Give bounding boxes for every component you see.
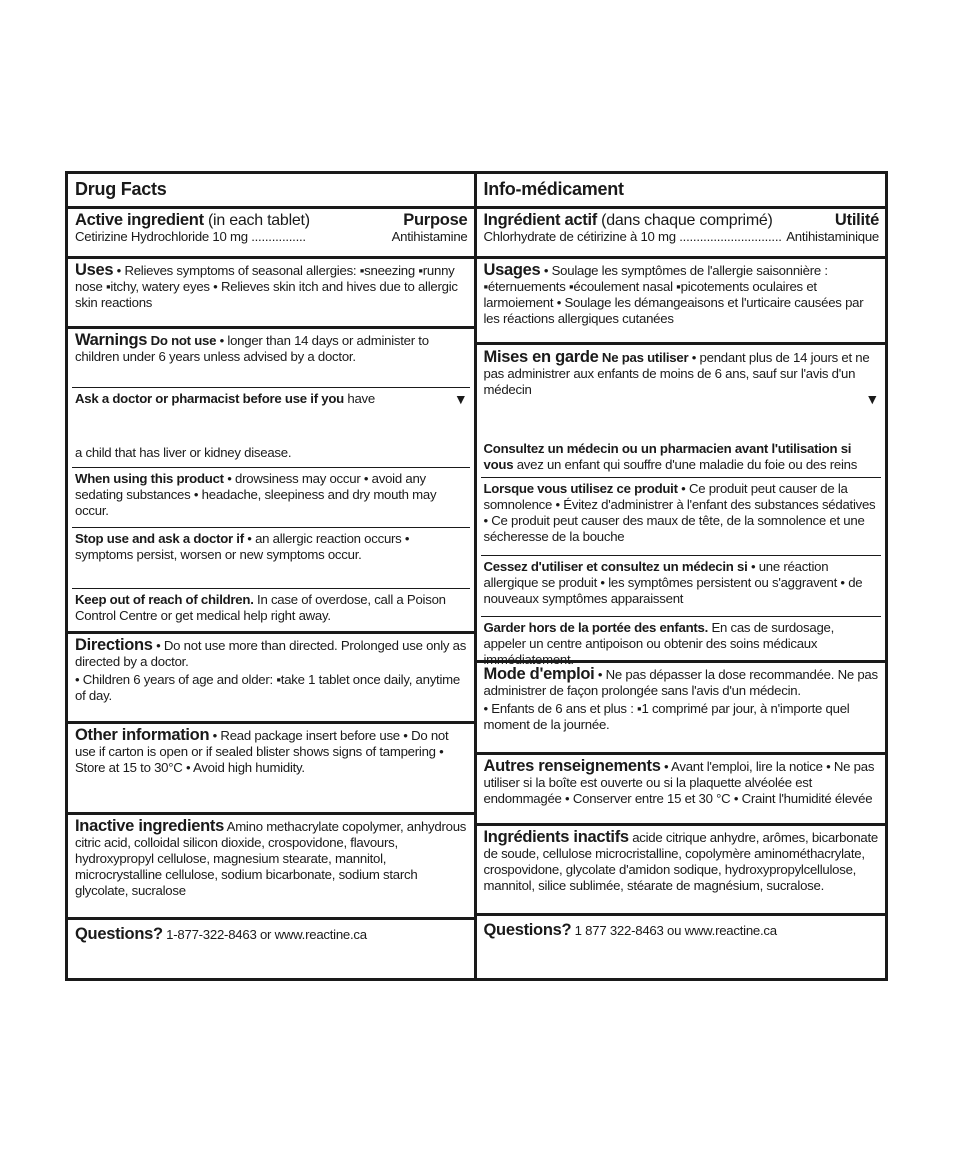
questions-fr-heading: Questions? — [483, 921, 572, 939]
stop-use-heading: Stop use and ask a doctor if — [75, 531, 244, 546]
lorsque-heading: Lorsque vous utilisez ce produit — [483, 481, 678, 496]
active-ingredient-heading: Active ingredient — [75, 211, 204, 229]
questions-fr-text: 1 877 322-8463 ou www.reactine.ca — [571, 923, 777, 938]
questions-heading: Questions? — [75, 925, 163, 943]
stop-use-text: • an allergic reaction occurs • symptoms persist, worsen or new symptoms occur. — [75, 531, 410, 562]
active-ingredient-purpose: Antihistamine — [391, 229, 468, 244]
garder-section — [477, 617, 886, 667]
mode-emploi-text-b: • Enfants de 6 ans et plus : ▪1 comprimé par jour, à n'importe quel moment de la journée. — [483, 701, 850, 732]
ingredient-actif-heading: Ingrédient actif — [483, 211, 597, 229]
cessez-text: • une réaction allergique se produit • les symptômes persistent ou s'aggravent • de nouveaux symptômes apparaissent — [483, 559, 863, 606]
ingredients-inactifs-text: acide citrique anhydre, arômes, bicarbonate de soude, cellulose microcristalline, copolymère aminométhacrylate, crospovidone, glycolate d'amidon sodique, hydroxypropylcellulose, mannitol, silice sublimée, stéarate de magnésium, sucralose. — [483, 830, 879, 893]
uses-heading: Uses — [75, 261, 114, 279]
consultez-section — [481, 388, 882, 478]
ingredients-inactifs-heading: Ingrédients inactifs — [483, 828, 629, 846]
questions-text: 1-877-322-8463 or www.reactine.ca — [162, 927, 367, 942]
inactive-ingredients-text: Amino methacrylate copolymer, anhydrous citric acid, colloidal silicon dioxide, crospovidone, flavours, hydroxypropyl cellulose, magnesium stearate, mannitol, microcrystalline cellulose, sodium bicarbonate, sodium starch glycolate, sucralose — [75, 819, 467, 898]
ingredient-actif-section — [477, 209, 886, 259]
active-ingredient-section — [68, 209, 474, 259]
ingredient-actif-purpose: Antihistaminique — [786, 229, 879, 244]
stop-use-section — [72, 528, 470, 589]
french-column — [477, 174, 886, 978]
mises-en-garde-ne-pas-utiliser: Ne pas utiliser — [598, 350, 689, 365]
keep-out-text: In case of overdose, call a Poison Control Centre or get medical help right away. — [75, 592, 446, 623]
ingredient-actif-name: Chlorhydrate de cétirizine à 10 mg .............................. — [483, 229, 782, 244]
inactive-ingredients-section — [68, 815, 474, 920]
directions-text-a: • Do not use more than directed. Prolonged use only as directed by a doctor. — [75, 638, 467, 669]
mises-en-garde-heading: Mises en garde — [483, 348, 599, 366]
ask-doctor-text-a: have — [343, 391, 375, 406]
autres-renseignements-section — [477, 755, 886, 826]
warnings-do-not-use: Do not use — [147, 333, 217, 348]
lorsque-section — [481, 478, 882, 556]
consultez-heading: Consultez un médecin ou un pharmacien avant l'utilisation si vous — [483, 441, 852, 472]
uses-text: • Relieves symptoms of seasonal allergies: ▪sneezing ▪runny nose ▪itchy, watery eyes • Relieves skin itch and hives due to allergic skin reactions — [75, 263, 458, 310]
mode-emploi-text-a: • Ne pas dépasser la dose recommandée. Ne pas administrer de façon prolongée sans l'avis d'un médecin. — [483, 667, 878, 698]
mises-en-garde-section — [477, 345, 886, 397]
warnings-section — [72, 329, 470, 388]
warnings-text: • longer than 14 days or administer to children under 6 years unless advised by a doctor. — [75, 333, 429, 364]
usages-text: • Soulage les symptômes de l'allergie saisonnière : ▪éternuements ▪écoulement nasal ▪picotements oculaires et larmoiement • Soulage les démangeaisons et l'urticaire causées par les réactions allergiques cutanées — [483, 263, 864, 326]
questions-section — [68, 920, 474, 945]
drug-facts-title: Drug Facts — [68, 174, 474, 209]
uses-section — [68, 259, 474, 329]
drug-facts-panel — [65, 171, 888, 981]
purpose-heading: Purpose — [403, 211, 468, 229]
active-ingredient-subheading: (in each tablet) — [203, 212, 310, 229]
cessez-heading: Cessez d'utiliser et consultez un médecin si — [483, 559, 748, 574]
ingredients-inactifs-section — [477, 826, 886, 916]
mode-emploi-heading: Mode d'emploi — [483, 665, 595, 683]
directions-heading: Directions — [75, 636, 153, 654]
inactive-ingredients-heading: Inactive ingredients — [75, 817, 224, 835]
mises-en-garde-text: • pendant plus de 14 jours et ne pas administrer aux enfants de moins de 6 ans, sauf sur l'avis d'un médecin — [483, 350, 870, 397]
directions-text-b: • Children 6 years of age and older: ▪take 1 tablet once daily, anytime of day. — [75, 672, 460, 703]
lorsque-text: • Ce produit peut causer de la somnolence • Évitez d'administrer à l'enfant des substances sédatives • Ce produit peut causer des maux de tête, de la somnolence et une sécheresse de la bouche — [483, 481, 876, 544]
when-using-section — [72, 468, 470, 528]
directions-section — [68, 634, 474, 724]
garder-heading: Garder hors de la portée des enfants. — [483, 620, 709, 635]
other-info-heading: Other information — [75, 726, 210, 744]
autres-renseignements-text: • Avant l'emploi, lire la notice • Ne pas utiliser si la boîte est ouverte ou si la plaquette alvéolée est endommagée • Conserver entre 15 et 30 °C • Craint l'humidité élevée — [483, 759, 875, 806]
ask-doctor-heading: Ask a doctor or pharmacist before use if you — [75, 391, 344, 406]
when-using-text: • drowsiness may occur • avoid any sedating substances • headache, sleepiness and dry mouth may occur. — [75, 471, 437, 518]
usages-heading: Usages — [483, 261, 541, 279]
garder-text: En cas de surdosage, appeler un centre antipoison ou obtenir des soins médicaux immédiatement. — [483, 620, 835, 667]
info-medicament-title: Info-médicament — [477, 174, 886, 209]
other-info-text: • Read package insert before use • Do not use if carton is open or if sealed blister shows signs of tampering • Store at 15 to 30°C • Avoid high humidity. — [75, 728, 449, 775]
usages-section — [477, 259, 886, 345]
triangle-down-icon: ▼ — [865, 391, 879, 407]
active-ingredient-name: Cetirizine Hydrochloride 10 mg ................ — [75, 229, 306, 244]
other-info-section — [68, 724, 474, 815]
questions-fr-section — [477, 916, 886, 941]
when-using-heading: When using this product — [75, 471, 224, 486]
triangle-down-icon: ▼ — [453, 391, 468, 407]
utilite-heading: Utilité — [834, 211, 879, 229]
english-column — [68, 174, 477, 978]
ingredient-actif-subheading: (dans chaque comprimé) — [596, 212, 773, 229]
keep-out-section — [68, 589, 474, 634]
mode-emploi-section — [477, 663, 886, 755]
ask-doctor-section — [72, 388, 470, 468]
autres-renseignements-heading: Autres renseignements — [483, 757, 661, 775]
consultez-text: avez un enfant qui souffre d'une maladie du foie ou des reins — [513, 457, 858, 472]
keep-out-heading: Keep out of reach of children. — [75, 592, 254, 607]
ask-doctor-text-b: a child that has liver or kidney disease. — [75, 445, 292, 460]
warnings-heading: Warnings — [75, 331, 148, 349]
cessez-section — [481, 556, 882, 617]
